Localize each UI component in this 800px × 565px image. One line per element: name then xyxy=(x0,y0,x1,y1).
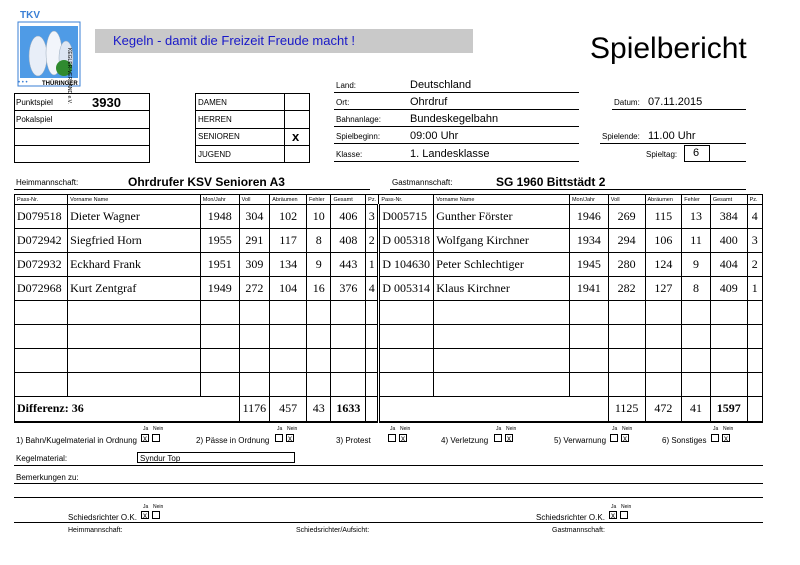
guest-total-pz xyxy=(747,397,762,422)
home-gesamt-cell: 443 xyxy=(331,253,366,277)
spielbeginn-value: 09:00 Uhr xyxy=(410,130,459,142)
q3-nein-label: Nein xyxy=(400,426,411,432)
spieltag-value: 6 xyxy=(693,147,700,159)
spielende-label: Spielende: xyxy=(602,132,640,141)
q1-label: 1) Bahn/Kugelmaterial in Ordnung xyxy=(16,436,137,445)
guest-year-cell: 1934 xyxy=(569,229,608,253)
home-abr-cell: 104 xyxy=(270,277,307,301)
logo-side-text: KEGLER-VERBAND e.V. xyxy=(66,48,72,104)
home-col-abr: Abräumen xyxy=(270,195,307,205)
guest-pass-cell: D 005318 xyxy=(379,229,434,253)
guest-team-label: Gastmannschaft: xyxy=(392,178,453,187)
material-value: Syndur Top xyxy=(140,454,181,463)
guest-voll-cell: 294 xyxy=(608,229,645,253)
home-fehler-cell xyxy=(306,301,331,325)
difference-cell: Differenz: 36 xyxy=(15,397,240,422)
guest-fehler-cell xyxy=(682,373,711,397)
table-header xyxy=(15,195,763,205)
home-fehler-cell xyxy=(306,349,331,373)
home-total-gesamt: 1633 xyxy=(331,397,366,422)
guest-pz-cell xyxy=(747,373,762,397)
q6-nein-label: Nein xyxy=(723,426,734,432)
home-total-abr: 457 xyxy=(270,397,307,422)
home-pz-cell: 1 xyxy=(366,253,379,277)
home-gesamt-cell xyxy=(331,373,366,397)
q6-nein-checkbox[interactable]: x xyxy=(724,434,728,443)
guest-year-cell xyxy=(569,349,608,373)
q5-label: 5) Verwarnung xyxy=(554,436,607,445)
guest-pz-cell: 2 xyxy=(747,253,762,277)
guest-abr-cell xyxy=(645,301,682,325)
guest-name-cell: Wolfgang Kirchner xyxy=(434,229,570,253)
home-pz-cell: 3 xyxy=(366,205,379,229)
home-col-year: Mon/Jahr xyxy=(200,195,239,205)
home-name-cell xyxy=(68,325,201,349)
spielende-value: 11.00 Uhr xyxy=(648,130,696,142)
sr-home-nein-checkbox[interactable] xyxy=(152,511,160,519)
home-voll-cell xyxy=(239,301,270,325)
spielbeginn-label: Spielbeginn: xyxy=(336,132,381,141)
home-voll-cell xyxy=(239,325,270,349)
home-year-cell: 1949 xyxy=(200,277,239,301)
table-row xyxy=(15,349,763,373)
guest-gesamt-cell xyxy=(710,301,747,325)
q4-ja-label: Ja xyxy=(496,426,502,432)
guest-name-cell xyxy=(434,325,570,349)
guest-voll-cell xyxy=(608,325,645,349)
guest-fehler-cell xyxy=(682,349,711,373)
table-row xyxy=(15,301,763,325)
table-row xyxy=(15,205,763,229)
q2-ja-checkbox[interactable] xyxy=(275,434,283,442)
table-row xyxy=(15,373,763,397)
guest-fehler-cell: 11 xyxy=(682,229,711,253)
q2-ja-label: Ja xyxy=(277,426,283,432)
home-pz-cell xyxy=(366,325,379,349)
signature-referee-label: Schiedsrichter/Aufsicht: xyxy=(296,527,370,534)
home-col-gesamt: Gesamt xyxy=(331,195,366,205)
home-name-cell: Siegfried Horn xyxy=(68,229,201,253)
home-gesamt-cell: 406 xyxy=(331,205,366,229)
sr-ok-home-label: Schiedsrichter O.K. xyxy=(68,513,137,522)
guest-voll-cell xyxy=(608,301,645,325)
guest-gesamt-cell xyxy=(710,325,747,349)
home-pass-cell: D079518 xyxy=(15,205,68,229)
table-row xyxy=(15,253,763,277)
ort-label: Ort: xyxy=(336,98,350,107)
q5-nein-label: Nein xyxy=(622,426,633,432)
guest-name-cell: Gunther Förster xyxy=(434,205,570,229)
guest-voll-cell: 280 xyxy=(608,253,645,277)
sr-home-nein-label: Nein xyxy=(153,504,164,510)
q2-label: 2) Pässe in Ordnung xyxy=(196,436,270,445)
guest-col-fehler: Fehler xyxy=(682,195,711,205)
guest-voll-cell xyxy=(608,349,645,373)
sr-guest-ja-checkbox[interactable]: x xyxy=(611,511,615,520)
home-name-cell: Kurt Zentgraf xyxy=(68,277,201,301)
guest-total-empty xyxy=(379,397,608,422)
home-gesamt-cell: 408 xyxy=(331,229,366,253)
home-name-cell xyxy=(68,349,201,373)
home-name-cell xyxy=(68,373,201,397)
guest-total-abr: 472 xyxy=(645,397,682,422)
q2-nein-checkbox[interactable]: x xyxy=(288,434,292,443)
sr-guest-ja-label: Ja xyxy=(611,504,617,510)
home-name-cell: Eckhard Frank xyxy=(68,253,201,277)
home-voll-cell xyxy=(239,349,270,373)
guest-pass-cell: D 005314 xyxy=(379,277,434,301)
guest-name-cell xyxy=(434,301,570,325)
q4-nein-checkbox[interactable]: x xyxy=(507,434,511,443)
guest-name-cell xyxy=(434,349,570,373)
guest-name-cell xyxy=(434,373,570,397)
q1-ja-checkbox[interactable]: x xyxy=(143,434,147,443)
q1-ja-label: Ja xyxy=(143,426,149,432)
q3-nein-checkbox[interactable]: x xyxy=(401,434,405,443)
guest-voll-cell: 282 xyxy=(608,277,645,301)
logo-dots: • • • xyxy=(18,80,28,86)
senioren-mark: x xyxy=(292,129,300,144)
datum-value: 07.11.2015 xyxy=(648,96,703,108)
senioren-label: SENIOREN xyxy=(198,132,240,141)
sr-home-ja-checkbox[interactable]: x xyxy=(143,511,147,520)
guest-year-cell: 1945 xyxy=(569,253,608,277)
q6-ja-label: Ja xyxy=(713,426,719,432)
home-year-cell xyxy=(200,325,239,349)
q1-nein-checkbox[interactable] xyxy=(152,434,160,442)
pokalspiel-label: Pokalspiel xyxy=(16,115,53,124)
home-abr-cell: 117 xyxy=(270,229,307,253)
guest-gesamt-cell xyxy=(710,349,747,373)
home-gesamt-cell xyxy=(331,301,366,325)
signature-guest-label: Gastmannschaft: xyxy=(552,527,605,534)
sr-home-ja-label: Ja xyxy=(143,504,149,510)
q6-ja-checkbox[interactable] xyxy=(711,434,719,442)
guest-pass-cell: D 104630 xyxy=(379,253,434,277)
home-fehler-cell xyxy=(306,373,331,397)
guest-fehler-cell: 9 xyxy=(682,253,711,277)
home-gesamt-cell xyxy=(331,325,366,349)
guest-pz-cell xyxy=(747,349,762,373)
guest-fehler-cell: 8 xyxy=(682,277,711,301)
guest-gesamt-cell: 409 xyxy=(710,277,747,301)
damen-label: DAMEN xyxy=(198,98,227,107)
q4-ja-checkbox[interactable] xyxy=(494,434,502,442)
guest-pz-cell xyxy=(747,325,762,349)
home-pass-cell xyxy=(15,373,68,397)
guest-abr-cell: 106 xyxy=(645,229,682,253)
guest-year-cell: 1941 xyxy=(569,277,608,301)
guest-fehler-cell xyxy=(682,325,711,349)
datum-label: Datum: xyxy=(614,98,640,107)
home-voll-cell: 304 xyxy=(239,205,270,229)
guest-name-cell: Klaus Kirchner xyxy=(434,277,570,301)
home-pz-cell xyxy=(366,301,379,325)
home-voll-cell xyxy=(239,373,270,397)
jugend-label: JUGEND xyxy=(198,150,231,159)
guest-abr-cell xyxy=(645,373,682,397)
table-row xyxy=(15,229,763,253)
guest-pz-cell: 4 xyxy=(747,205,762,229)
guest-pz-cell xyxy=(747,301,762,325)
guest-total-voll: 1125 xyxy=(608,397,645,422)
guest-pass-cell xyxy=(379,349,434,373)
home-voll-cell: 309 xyxy=(239,253,270,277)
guest-voll-cell: 269 xyxy=(608,205,645,229)
q4-label: 4) Verletzung xyxy=(441,436,489,445)
guest-col-gesamt: Gesamt xyxy=(710,195,747,205)
home-pass-cell xyxy=(15,325,68,349)
home-abr-cell xyxy=(270,373,307,397)
home-total-fehler: 43 xyxy=(306,397,331,422)
slogan-banner: Kegeln - damit die Freizeit Freude macht ! xyxy=(95,29,473,53)
home-pass-cell: D072942 xyxy=(15,229,68,253)
guest-gesamt-cell xyxy=(710,373,747,397)
guest-team-value: SG 1960 Bittstädt 2 xyxy=(496,175,606,189)
guest-year-cell xyxy=(569,373,608,397)
guest-abr-cell: 127 xyxy=(645,277,682,301)
q3-ja-label: Ja xyxy=(390,426,396,432)
home-fehler-cell: 10 xyxy=(306,205,331,229)
guest-gesamt-cell: 400 xyxy=(710,229,747,253)
home-pz-cell xyxy=(366,349,379,373)
guest-col-pz: Pz. xyxy=(747,195,762,205)
home-pass-cell xyxy=(15,301,68,325)
logo-text: TKV xyxy=(20,10,40,21)
guest-year-cell xyxy=(569,325,608,349)
q5-ja-label: Ja xyxy=(612,426,618,432)
sr-guest-nein-checkbox[interactable] xyxy=(620,511,628,519)
home-pz-cell: 4 xyxy=(366,277,379,301)
home-gesamt-cell: 376 xyxy=(331,277,366,301)
home-total-voll: 1176 xyxy=(239,397,270,422)
home-year-cell xyxy=(200,373,239,397)
guest-pass-cell: D005715 xyxy=(379,205,434,229)
home-year-cell: 1955 xyxy=(200,229,239,253)
home-fehler-cell: 8 xyxy=(306,229,331,253)
signature-home-label: Heimmannschaft: xyxy=(68,527,123,534)
sr-guest-nein-label: Nein xyxy=(621,504,632,510)
klasse-value: 1. Landesklasse xyxy=(410,148,490,160)
home-pass-cell: D072968 xyxy=(15,277,68,301)
home-team-value: Ohrdrufer KSV Senioren A3 xyxy=(128,175,285,189)
home-fehler-cell: 16 xyxy=(306,277,331,301)
home-voll-cell: 291 xyxy=(239,229,270,253)
totals-row xyxy=(15,397,763,422)
home-abr-cell: 134 xyxy=(270,253,307,277)
home-fehler-cell: 9 xyxy=(306,253,331,277)
q4-nein-label: Nein xyxy=(506,426,517,432)
home-pz-cell xyxy=(366,373,379,397)
logo-bottom-text: THÜRINGER xyxy=(42,81,78,87)
home-total-pz xyxy=(366,397,379,422)
home-gesamt-cell xyxy=(331,349,366,373)
table-row xyxy=(15,277,763,301)
q3-ja-checkbox[interactable] xyxy=(388,434,396,442)
guest-col-voll: Voll xyxy=(608,195,645,205)
home-col-pz: Pz. xyxy=(366,195,379,205)
ort-value: Ohrdruf xyxy=(410,96,448,108)
guest-abr-cell: 124 xyxy=(645,253,682,277)
guest-fehler-cell: 13 xyxy=(682,205,711,229)
home-voll-cell: 272 xyxy=(239,277,270,301)
bahnanlage-value: Bundeskegelbahn xyxy=(410,113,499,125)
guest-abr-cell xyxy=(645,349,682,373)
guest-col-name: Vorname Name xyxy=(434,195,570,205)
guest-gesamt-cell: 404 xyxy=(710,253,747,277)
guest-abr-cell: 115 xyxy=(645,205,682,229)
page-title: Spielbericht xyxy=(590,32,747,65)
land-value: Deutschland xyxy=(410,79,472,91)
q5-nein-checkbox[interactable]: x xyxy=(623,434,627,443)
home-year-cell: 1951 xyxy=(200,253,239,277)
home-name-cell: Dieter Wagner xyxy=(68,205,201,229)
home-col-fehler: Fehler xyxy=(306,195,331,205)
q6-label: 6) Sonstiges xyxy=(662,436,707,445)
home-name-cell xyxy=(68,301,201,325)
guest-year-cell xyxy=(569,301,608,325)
klasse-label: Klasse: xyxy=(336,150,363,159)
land-label: Land: xyxy=(336,81,357,90)
guest-col-year: Mon/Jahr xyxy=(569,195,608,205)
guest-total-fehler: 41 xyxy=(682,397,711,422)
guest-abr-cell xyxy=(645,325,682,349)
q5-ja-checkbox[interactable] xyxy=(610,434,618,442)
table-row xyxy=(15,325,763,349)
guest-voll-cell xyxy=(608,373,645,397)
home-abr-cell xyxy=(270,349,307,373)
home-col-pass: Pass-Nr. xyxy=(15,195,68,205)
guest-col-abr: Abräumen xyxy=(645,195,682,205)
guest-pz-cell: 3 xyxy=(747,229,762,253)
guest-name-cell: Peter Schlechtiger xyxy=(434,253,570,277)
remarks-label: Bemerkungen zu: xyxy=(16,473,79,482)
home-abr-cell xyxy=(270,301,307,325)
sr-ok-guest-label: Schiedsrichter O.K. xyxy=(536,513,605,522)
results-table xyxy=(14,194,763,423)
home-pz-cell: 2 xyxy=(366,229,379,253)
guest-fehler-cell xyxy=(682,301,711,325)
guest-gesamt-cell: 384 xyxy=(710,205,747,229)
q2-nein-label: Nein xyxy=(287,426,298,432)
punktspiel-value: 3930 xyxy=(92,95,121,110)
q1-nein-label: Nein xyxy=(153,426,164,432)
punktspiel-label: Punktspiel xyxy=(16,98,53,107)
home-year-cell xyxy=(200,301,239,325)
herren-label: HERREN xyxy=(198,115,232,124)
material-label: Kegelmaterial: xyxy=(16,454,68,463)
home-pass-cell xyxy=(15,349,68,373)
spieltag-label: Spieltag: xyxy=(646,150,678,159)
guest-col-pass: Pass-Nr. xyxy=(379,195,434,205)
guest-pass-cell xyxy=(379,325,434,349)
home-abr-cell xyxy=(270,325,307,349)
home-abr-cell: 102 xyxy=(270,205,307,229)
home-fehler-cell xyxy=(306,325,331,349)
home-col-name: Vorname Name xyxy=(68,195,201,205)
guest-pz-cell: 1 xyxy=(747,277,762,301)
q3-label: 3) Protest xyxy=(336,436,371,445)
guest-pass-cell xyxy=(379,373,434,397)
guest-pass-cell xyxy=(379,301,434,325)
home-col-voll: Voll xyxy=(239,195,270,205)
guest-total-gesamt: 1597 xyxy=(710,397,747,422)
home-year-cell: 1948 xyxy=(200,205,239,229)
home-year-cell xyxy=(200,349,239,373)
bahnanlage-label: Bahnanlage: xyxy=(336,115,381,124)
home-pass-cell: D072932 xyxy=(15,253,68,277)
home-team-label: Heimmannschaft: xyxy=(16,178,79,187)
guest-year-cell: 1946 xyxy=(569,205,608,229)
